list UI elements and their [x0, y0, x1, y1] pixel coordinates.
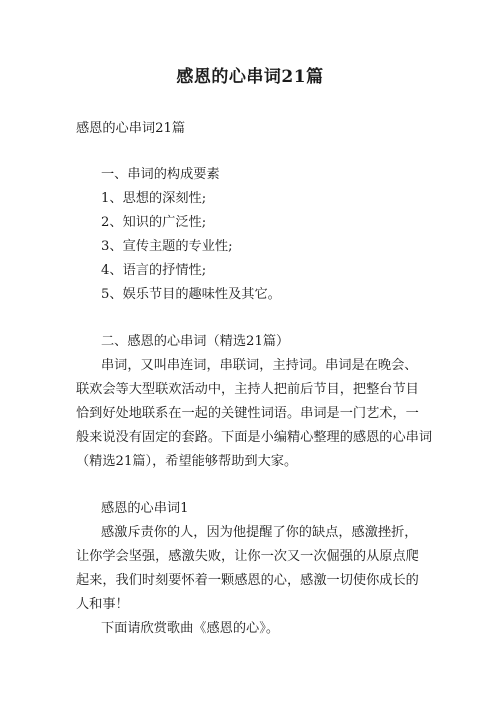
section1-heading: 一、串词的构成要素 [101, 167, 220, 182]
paragraph-line: 串词，又叫串连词，串联词，主持词。串词是在晚会、 [101, 358, 418, 373]
list-item: 4、语言的抒情性; [101, 263, 207, 278]
paragraph-line: 感激斥责你的人，因为他提醒了你的缺点，感激挫折， [101, 525, 418, 540]
list-item: 5、娱乐节目的趣味性及其它。 [101, 287, 281, 302]
paragraph-line: 让你学会坚强，感激失败，让你一次又一次倔强的从原点爬 [76, 549, 419, 564]
closing-line: 下面请欣赏歌曲《感恩的心》。 [101, 621, 280, 636]
paragraph-line: （精选21篇），希望能够帮助到大家。 [76, 454, 298, 469]
paragraph-line: 恰到好处地联系在一起的关键性词语。串词是一门艺术，一 [76, 406, 419, 421]
document-title: 感恩的心串词21篇 [176, 67, 324, 87]
paragraph-line: 联欢会等大型联欢活动中，主持人把前后节目，把整台节目 [76, 382, 419, 397]
section2-heading: 二、感恩的心串词（精选21篇） [101, 334, 290, 349]
paragraph-line: 起来，我们时刻要怀着一颗感恩的心，感激一切使你成长的 [76, 573, 419, 588]
paragraph-line: 般来说没有固定的套路。下面是小编精心整理的感恩的心串词 [76, 430, 433, 445]
list-item: 2、知识的广泛性; [101, 215, 207, 230]
paragraph-line: 人和事！ [76, 597, 129, 612]
document-subtitle: 感恩的心串词21篇 [76, 121, 186, 136]
list-item: 3、宣传主题的专业性; [101, 239, 233, 254]
list-item: 1、思想的深刻性; [101, 191, 207, 206]
piece1-heading: 感恩的心串词1 [101, 501, 189, 516]
